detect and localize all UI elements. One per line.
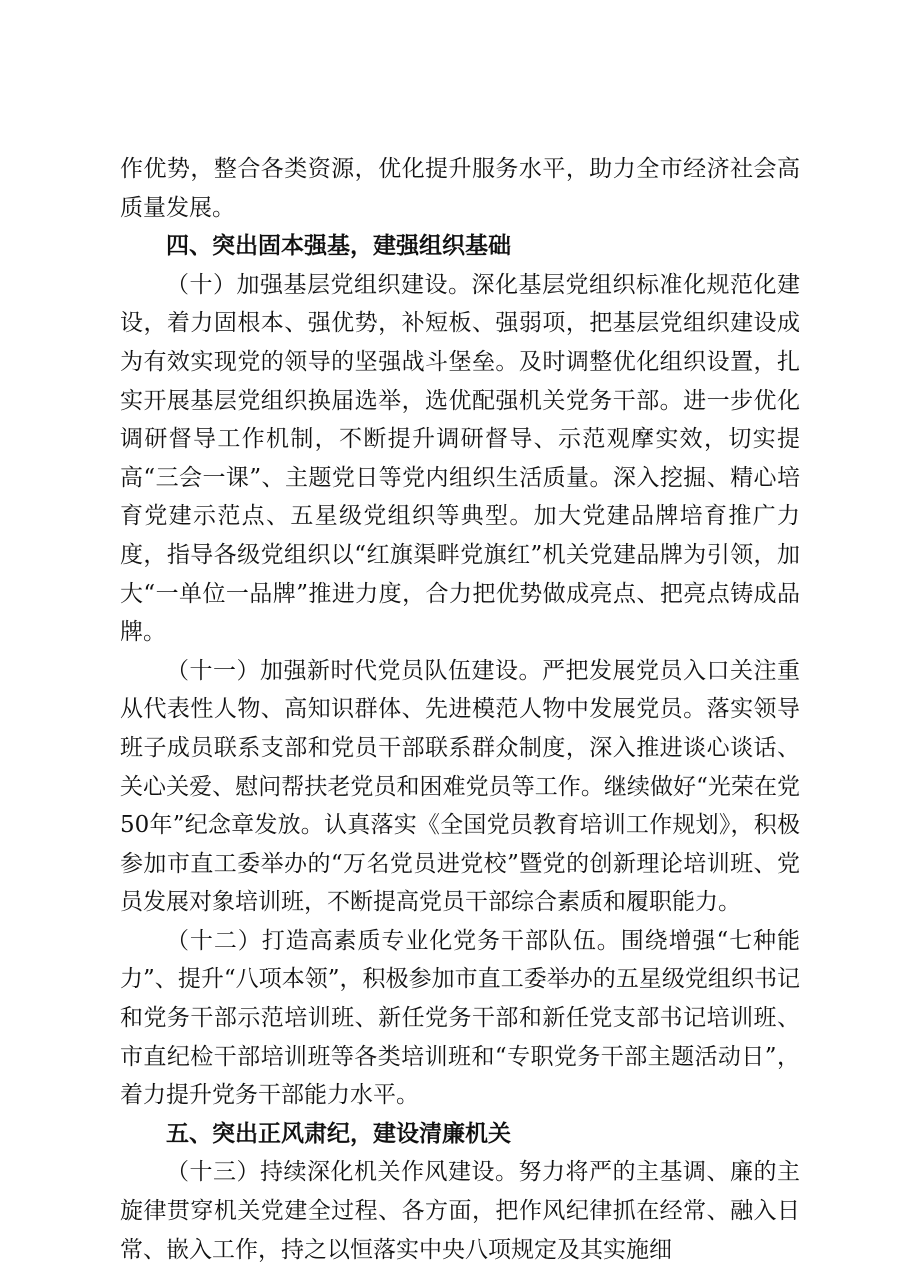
paragraph-continuation: 作优势，整合各类资源，优化提升服务水平，助力全市经济社会高质量发展。 xyxy=(120,156,800,221)
paragraph-item-11: （十一）加强新时代党员队伍建设。严把发展党员入口关注重从代表性人物、高知识群体、先进模范人物中发展党员。落实领导班子成员联系支部和党员干部联系群众制度，深入推进谈心谈话、关心关爱、慰问帮扶老党员和困难党员等工作。继续做好“光荣在党50年”纪念章发放。认真落实《全国党员教育培训工作规划》，积极参加市直工委举办的“万名党员进党校”暨党的创新理论培训班、党员发展对象培训班，不断提高党员干部综合素质和履职能力。 xyxy=(120,657,800,916)
section-heading-5: 五、突出正风肃纪，建设清廉机关 xyxy=(166,1120,511,1147)
section-heading-4: 四、突出固本强基，建强组织基础 xyxy=(166,233,511,260)
paragraph-item-13: （十三）持续深化机关作风建设。努力将严的主基调、廉的主旋律贯穿机关党建全过程、各方面，把作风纪律抓在经常、融入日常、嵌入工作，持之以恒落实中央八项规定及其实施细 xyxy=(120,1159,800,1263)
paragraph-item-10: （十）加强基层党组织建设。深化基层党组织标准化规范化建设，着力固根本、强优势，补短板、强弱项，把基层党组织建设成为有效实现党的领导的坚强战斗堡垒。及时调整优化组织设置，扎实开展基层党组织换届选举，选优配强机关党务干部。进一步优化调研督导工作机制，不断提升调研督导、示范观摩实效，切实提高“三会一课”、主题党日等党内组织生活质量。深入挖掘、精心培育党建示范点、五星级党组织等典型。加大党建品牌培育推广力度，指导各级党组织以“红旗渠畔党旗红”机关党建品牌为引领，加大“一单位一品牌”推进力度，合力把优势做成亮点、把亮点铸成品牌。 xyxy=(120,271,800,646)
paragraph-item-12: （十二）打造高素质专业化党务干部队伍。围绕增强“七种能力”、提升“八项本领”，积极参加市直工委举办的五星级党组织书记和党务干部示范培训班、新任党务干部和新任党支部书记培训班、市直纪检干部培训班等各类培训班和“专职党务干部主题活动日”，着力提升党务干部能力水平。 xyxy=(120,927,800,1109)
document-body xyxy=(120,150,800,1269)
